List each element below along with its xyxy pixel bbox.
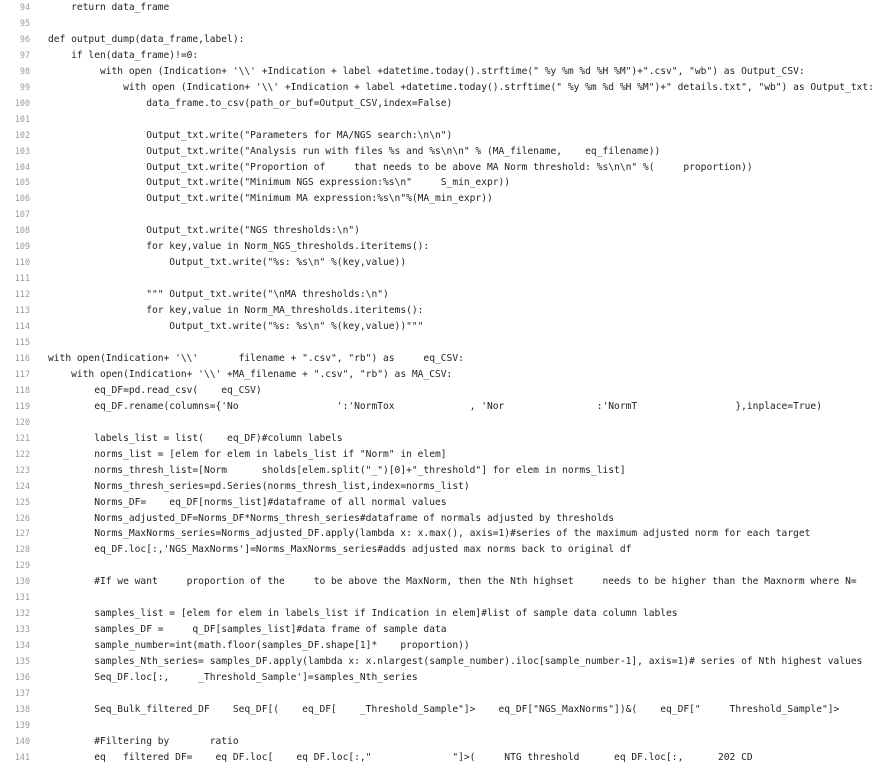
- code-line[interactable]: [0, 734, 782, 750]
- line-number: 101: [14, 113, 30, 124]
- line-number: 99: [19, 81, 30, 92]
- code-line[interactable]: [0, 335, 782, 351]
- line-number: 98: [19, 65, 30, 76]
- code-text[interactable]: samples_DF = q_DF[samples_list]#data frame of sample data: [48, 624, 447, 636]
- code-line[interactable]: [0, 606, 782, 622]
- code-text[interactable]: samples_list = [elem for elem in labels_list if Indication in elem]#list of sample data column lables: [48, 608, 678, 620]
- code-line[interactable]: [0, 271, 782, 287]
- code-line[interactable]: [0, 128, 782, 144]
- code-text[interactable]: norms_list = [elem for elem in labels_list if "Norm" in elem]: [48, 448, 447, 460]
- code-line[interactable]: [0, 207, 782, 223]
- code-text[interactable]: if len(data_frame)!=0:: [48, 49, 199, 61]
- code-text[interactable]: for key,value in Norm_MA_thresholds.iteritems():: [48, 305, 424, 317]
- line-number: 128: [14, 544, 30, 555]
- code-line[interactable]: [0, 112, 782, 128]
- code-line[interactable]: [0, 542, 782, 558]
- line-number: 100: [14, 97, 30, 108]
- code-line[interactable]: [0, 750, 782, 766]
- code-line[interactable]: [0, 431, 782, 447]
- line-number: 129: [14, 560, 30, 571]
- line-number: 107: [14, 209, 30, 220]
- line-number: 119: [14, 400, 30, 411]
- line-number: 112: [14, 289, 30, 300]
- line-number: 121: [14, 432, 30, 443]
- code-line[interactable]: [0, 48, 782, 64]
- line-number: 126: [14, 512, 30, 523]
- line-number: 120: [14, 416, 30, 427]
- code-text[interactable]: def output_dump(data_frame,label):: [48, 33, 245, 45]
- code-text[interactable]: Output_txt.write("%s: %s\n" %(key,value)): [48, 257, 407, 269]
- line-number: 137: [14, 687, 30, 698]
- line-number: 131: [14, 592, 30, 603]
- code-line[interactable]: [0, 223, 782, 239]
- code-line[interactable]: [0, 303, 782, 319]
- code-text[interactable]: with open (Indication+ '\\' +Indication + label +datetime.today().strftime(" %y %m %d %H %M")+" details.txt", "wb") as Output_txt:: [48, 81, 874, 93]
- line-number: 116: [14, 352, 30, 363]
- line-number: 117: [14, 368, 30, 379]
- code-line[interactable]: [0, 670, 782, 686]
- line-number: 136: [14, 672, 30, 683]
- line-number: 108: [14, 225, 30, 236]
- code-text[interactable]: Output_txt.write("Analysis run with files %s and %s\n\n" % (MA_filename, eq_filename)): [48, 145, 661, 157]
- code-text[interactable]: with open (Indication+ '\\' +Indication + label +datetime.today().strftime(" %y %m %d %H %M")+".csv", "wb") as Output_CSV:: [48, 65, 805, 77]
- line-number: 115: [14, 337, 30, 348]
- code-text[interactable]: norms_thresh_list=[Norm sholds[elem.split("_")[0]+"_threshold"] for elem in norms_list]: [48, 464, 626, 476]
- code-text[interactable]: Seq_Bulk_filtered_DF Seq_DF[( eq_DF[ _Threshold_Sample"]> eq_DF["NGS_MaxNorms"])&( eq_DF[" Threshold_Sample"]>: [48, 703, 840, 715]
- line-number: 124: [14, 480, 30, 491]
- code-line[interactable]: [0, 0, 782, 16]
- code-line[interactable]: [0, 319, 782, 335]
- code-line[interactable]: [0, 287, 782, 303]
- code-text[interactable]: Norms_adjusted_DF=Norms_DF*Norms_thresh_series#dataframe of normals adjusted by thresholds: [48, 512, 615, 524]
- line-number: 138: [14, 703, 30, 714]
- code-line[interactable]: [0, 526, 811, 542]
- code-text[interactable]: #If we want proportion of the to be above the MaxNorm, then the Nth highset needs to be higher than the Maxnorm where N=: [48, 576, 857, 588]
- line-number: 122: [14, 448, 30, 459]
- code-text[interactable]: eq_DF.rename(columns={'No ':'NormTox , 'Nor :'NormT },inplace=True): [48, 400, 822, 412]
- code-line[interactable]: [0, 255, 782, 271]
- code-line[interactable]: [0, 479, 782, 495]
- code-line[interactable]: [0, 175, 782, 191]
- line-number: 134: [14, 640, 30, 651]
- code-line[interactable]: [0, 463, 782, 479]
- code-text[interactable]: Norms_DF= eq_DF[norms_list]#dataframe of all normal values: [48, 496, 447, 508]
- code-line[interactable]: [0, 702, 840, 718]
- code-text[interactable]: Seq_DF.loc[:, _Threshold_Sample']=samples_Nth_series: [48, 672, 418, 684]
- line-number: 111: [14, 273, 30, 284]
- code-line[interactable]: [0, 654, 863, 670]
- code-text[interactable]: labels_list = list( eq_DF)#column labels: [48, 432, 343, 444]
- code-text[interactable]: Output_txt.write("NGS thresholds:\n"): [48, 225, 360, 237]
- code-line[interactable]: [0, 686, 782, 702]
- code-line[interactable]: [0, 415, 782, 431]
- code-text[interactable]: eq_DF.loc[:,'NGS_MaxNorms']=Norms_MaxNorms_series#adds adjusted max norms back to original df: [48, 544, 632, 556]
- line-number: 127: [14, 528, 30, 539]
- code-text[interactable]: eq filtered DF= eq DF.loc[ eq DF.loc[:," "]>( NTG threshold eq DF.loc[:, 202 CD: [48, 751, 753, 763]
- code-text[interactable]: samples_Nth_series= samples_DF.apply(lambda x: x.nlargest(sample_number).iloc[sample_number-1], axis=1)# series of Nth highest values: [48, 656, 863, 668]
- code-text[interactable]: Output_txt.write("Proportion of that needs to be above MA Norm threshold: %s\n\n" %( proportion)): [48, 161, 753, 173]
- code-line[interactable]: [0, 32, 782, 48]
- line-number: 95: [19, 17, 30, 28]
- code-line[interactable]: [0, 160, 782, 176]
- code-line[interactable]: [0, 399, 822, 415]
- code-line[interactable]: [0, 367, 782, 383]
- line-number: 123: [14, 464, 30, 475]
- line-number: 140: [14, 735, 30, 746]
- code-line[interactable]: [0, 574, 857, 590]
- line-number: 104: [14, 161, 30, 172]
- code-line[interactable]: [0, 622, 782, 638]
- code-text[interactable]: return data_frame: [48, 2, 170, 13]
- line-number: 114: [14, 321, 30, 332]
- line-number: 139: [14, 719, 30, 730]
- code-text[interactable]: Norms_thresh_series=pd.Series(norms_thresh_list,index=norms_list): [48, 480, 470, 492]
- line-number: 109: [14, 241, 30, 252]
- code-line[interactable]: [0, 495, 782, 511]
- line-number: 118: [14, 384, 30, 395]
- code-text[interactable]: with open(Indication+ '\\' +MA_filename + ".csv", "rb") as MA_CSV:: [48, 368, 453, 380]
- line-number: 94: [19, 2, 30, 12]
- code-text[interactable]: for key,value in Norm_NGS_thresholds.iteritems():: [48, 241, 430, 253]
- code-text[interactable]: Output_txt.write("Minimum MA expression:%s\n"%(MA_min_expr)): [48, 193, 493, 205]
- line-number: 135: [14, 656, 30, 667]
- code-line[interactable]: [0, 239, 782, 255]
- code-text[interactable]: eq_DF=pd.read_csv( eq_CSV): [48, 384, 262, 396]
- code-line[interactable]: [0, 64, 805, 80]
- line-number: 102: [14, 129, 30, 140]
- code-text[interactable]: sample_number=int(math.floor(samples_DF.shape[1]* proportion)): [48, 640, 470, 652]
- code-line[interactable]: [0, 144, 782, 160]
- line-number: 132: [14, 608, 30, 619]
- line-number: 96: [19, 33, 30, 44]
- code-line[interactable]: [0, 96, 782, 112]
- line-number: 97: [19, 49, 30, 60]
- code-text[interactable]: Output_txt.write("%s: %s\n" %(key,value))""": [48, 321, 424, 333]
- code-line[interactable]: [0, 351, 782, 367]
- line-number: 133: [14, 624, 30, 635]
- code-text[interactable]: data_frame.to_csv(path_or_buf=Output_CSV,index=False): [48, 97, 453, 109]
- line-number: 105: [14, 177, 30, 188]
- line-number: 125: [14, 496, 30, 507]
- code-text[interactable]: Output_txt.write("Minimum NGS expression:%s\n" S_min_expr)): [48, 177, 511, 189]
- code-line[interactable]: [0, 590, 782, 606]
- code-text[interactable]: """ Output_txt.write("\nMA thresholds:\n"): [48, 289, 389, 301]
- code-line[interactable]: [0, 638, 782, 654]
- code-line[interactable]: [0, 16, 782, 32]
- code-text[interactable]: with open(Indication+ '\\' filename + ".csv", "rb") as eq_CSV:: [48, 352, 464, 364]
- line-number: 103: [14, 145, 30, 156]
- code-line[interactable]: [0, 383, 782, 399]
- code-line[interactable]: [0, 718, 782, 734]
- line-number: 141: [14, 751, 30, 762]
- line-number: 106: [14, 193, 30, 204]
- code-line[interactable]: [0, 558, 782, 574]
- line-number: 113: [14, 305, 30, 316]
- code-line[interactable]: [0, 191, 782, 207]
- code-line[interactable]: [0, 511, 782, 527]
- code-text[interactable]: Norms_MaxNorms_series=Norms_adjusted_DF.apply(lambda x: x.max(), axis=1)#series of the maximum adjusted norm for each target: [48, 528, 811, 540]
- code-line[interactable]: [0, 80, 874, 96]
- line-number: 130: [14, 576, 30, 587]
- code-line[interactable]: [0, 447, 782, 463]
- code-text[interactable]: Output_txt.write("Parameters for MA/NGS search:\n\n"): [48, 129, 453, 141]
- code-text[interactable]: #Filtering by ratio: [48, 735, 239, 747]
- line-number: 110: [14, 257, 30, 268]
